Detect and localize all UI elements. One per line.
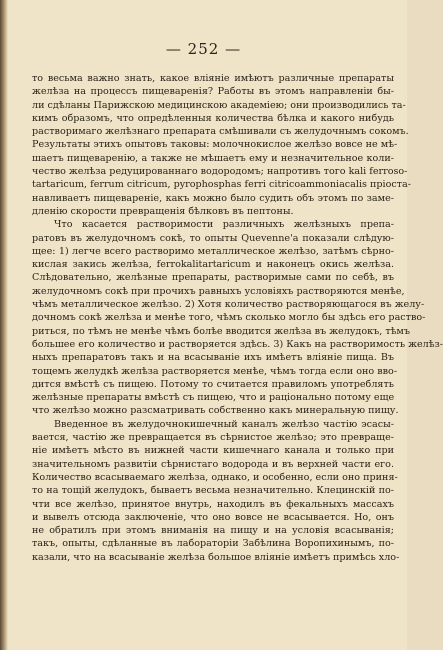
text-line: ныхъ препаратовъ такъ и на всасываніе ихъ имѣетъ вліяніе пища. Въ	[32, 352, 394, 364]
text-line: что желѣзо можно разсматривать собственно какъ минеральную пищу.	[32, 405, 399, 417]
text-line: казали, что на всасываніе желѣза большое вліяніе имѣетъ примѣсь хло-	[32, 551, 400, 563]
text-line: не обратилъ при этомъ вниманія на пищу и на условія всасыванія;	[32, 525, 394, 537]
text-line: растворимаго желѣзнаго препарата смѣшивали съ желудочнымъ сокомъ.	[32, 126, 409, 138]
text-line: дится вмѣстѣ съ пищею. Потому то считается правиломъ употреблять	[32, 378, 394, 390]
text-line: то на тощій желудокъ, бываетъ весьма незначительно. Клецинскій по-	[32, 485, 394, 497]
text-line: и вывелъ отсюда заключеніе, что оно вовсе не всасывается. Но, онъ	[32, 511, 394, 523]
text-line: риться, по тѣмъ не менѣе чѣмъ болѣе вводится желѣза въ желудокъ, тѣмъ	[32, 325, 410, 337]
text-line: tartaricum, ferrum citricum, pyrophosphas ferri citricoammoniacalis пріоста-	[32, 179, 412, 191]
text-line: Количество всасываемаго желѣза, однако, и особенно, если оно приня-	[32, 471, 398, 483]
text-line: чти все желѣзо, принятое внутрь, находилъ въ фекальныхъ массахъ	[32, 498, 394, 510]
text-line: то весьма важно знать, какое вліяніе имѣютъ различные препараты	[32, 73, 394, 84]
text-line: Слѣдовательно, желѣзные препараты, растворимые сами по себѣ, въ	[32, 272, 394, 284]
text-line: чѣмъ металлическое желѣзо. 2) Хотя количество растворяющагося въ желу-	[32, 299, 425, 311]
text-line: тощемъ желудкѣ желѣза растворяется менѣе, чѣмъ тогда если оно вво-	[32, 365, 398, 377]
text-line: ли сдѣланы Парижскою медицинскою академіею; они производились та-	[32, 99, 406, 111]
text-line: такъ, опыты, сдѣланные въ лабораторіи Забѣлина Воропихинымъ, по-	[32, 538, 394, 550]
text-line: значительномъ развитіи сѣрнистаго водорода и въ верхней части его.	[32, 458, 394, 470]
text-line: Введенное въ желудочнокишечный каналъ желѣзо частію эсасы-	[54, 418, 394, 430]
text-line: шаетъ пищеваренію, а также не мѣшаетъ ему и незначительное коли-	[32, 152, 394, 164]
page-number: — 252 —	[165, 40, 242, 58]
page-binding-shadow	[0, 0, 8, 650]
text-line: вается, частію же превращается въ сѣрнистое желѣзо; это превраще-	[32, 432, 394, 444]
text-line: кимъ образомъ, что опредѣленныя количества бѣлка и какого нибудь	[32, 112, 394, 124]
text-line: Что касается растворимости различныхъ желѣзныхъ препа-	[54, 219, 394, 231]
text-line: навливаетъ пищевареніе, какъ можно было судить объ этомъ по заме-	[32, 192, 394, 204]
text-line: щее: 1) легче всего растворимо металлическое желѣзо, затѣмъ сѣрно-	[32, 245, 394, 257]
text-line: кислая закись желѣза, ferrokalitartaricum и наконецъ окись желѣза.	[32, 259, 394, 271]
text-line: дочномъ сокѣ желѣза и менѣе того, чѣмъ сколько могло бы здѣсь его раство-	[32, 312, 426, 324]
text-line: большее его количество и растворяется здѣсь. 3) Какъ на растворимость желѣз-	[32, 338, 443, 350]
text-line: чество желѣза редуцированнаго водородомъ; напротивъ того kali ferroso-	[32, 166, 408, 178]
text-line: ратовъ въ желудочномъ сокѣ, то опыты Quevenne'a показали слѣдую-	[32, 232, 394, 244]
body-text	[32, 72, 443, 564]
text-line: желѣза на процессъ пищеваренія? Работы въ этомъ направленіи бы-	[32, 86, 394, 98]
text-line: ніе имѣетъ мѣсто въ нижней части кишечнаго канала и только при	[32, 445, 394, 457]
text-line: желѣзные препараты вмѣстѣ съ пищею, что и раціонально потому еще	[32, 392, 395, 404]
text-line: дленію скорости превращенія бѣлковъ въ пептоны.	[32, 205, 294, 217]
text-line: желудочномъ сокѣ при прочихъ равныхъ условіяхъ растворяются менѣе,	[32, 285, 405, 297]
text-line: Результаты этихъ опытовъ таковы: молочнокислое желѣзо вовсе не мѣ-	[32, 139, 398, 151]
